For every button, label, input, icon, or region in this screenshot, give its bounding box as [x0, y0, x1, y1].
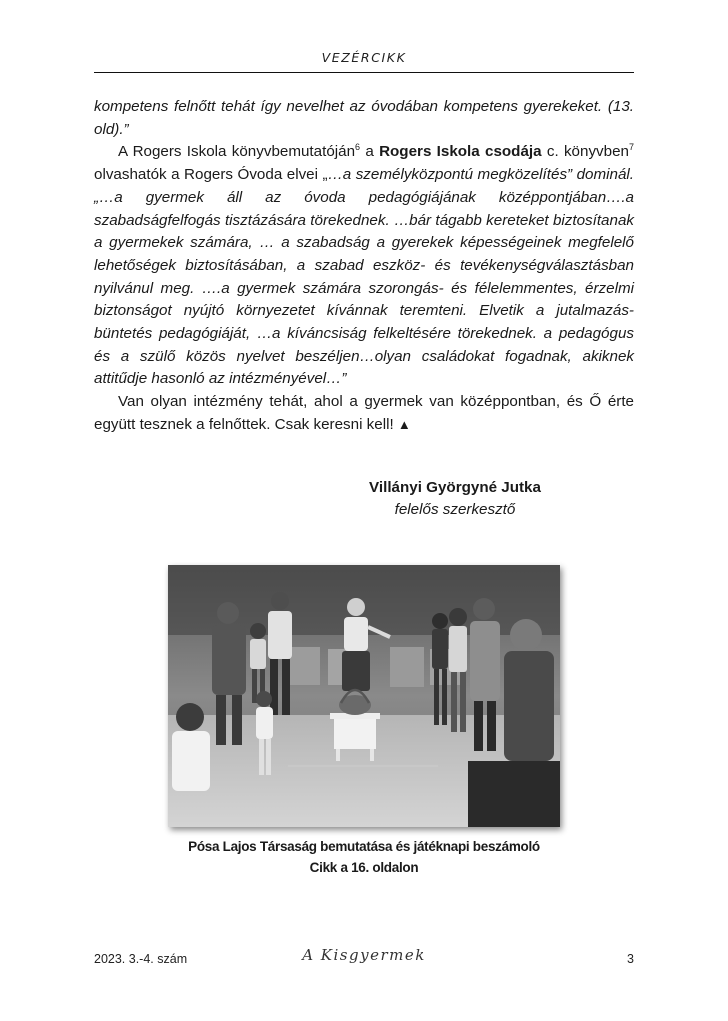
caption-line-2: Cikk a 16. oldalon	[309, 860, 419, 875]
article-body	[94, 96, 634, 437]
paragraph-2-part-d: olvashatók a Rogers Óvoda elvei „	[94, 166, 328, 184]
paragraph-1	[94, 96, 634, 141]
paragraph-2-part-b: a	[360, 143, 380, 161]
book-title: Rogers Iskola csodája	[379, 143, 542, 161]
paragraph-2-part-c: c. könyvben	[541, 143, 629, 161]
author-name: Villányi Györgyné Jutka	[369, 479, 541, 496]
photo-caption	[94, 836, 634, 878]
header-rule	[94, 72, 634, 73]
footer-magazine-title: A Kisgyermek	[302, 946, 426, 964]
end-mark-icon: ▲	[397, 416, 411, 432]
paragraph-2-quote: …a személyközpontú megközelítés” dominál. „…a gyermek áll az óvoda pedagógiájának középpontjában….a szabadságfelfogás tisztázására törekednek. …bár tágabb kereteket biztosítanak a gyermekek számára, … a szabadság a gyerekek képességeinek megfelelő lehetőségek biztosításában, a szabad eszköz- és tevékenységválasztásban nyilvánul meg. ….a gyermek számára szorongás- és félelemmentes, érzelmi biztonságot nyújtó környezetet kívánnak teremteni. Elvetik a jutalmazás-büntetés pedagógiáját, …a kíváncsiság felkeltésére törekednek. a pedagógus és a szülő közös nyelvet beszéljen…olyan családokat fogadnak, akiknek attitűdje hasonló az intézményével…”	[94, 166, 635, 388]
section-title: VEZÉRCIKK	[321, 50, 407, 65]
footer-page-number: 3	[627, 952, 634, 966]
paragraph-3	[94, 391, 634, 436]
signature-block	[340, 477, 570, 521]
paragraph-2	[94, 141, 634, 391]
event-photo	[168, 565, 560, 827]
paragraph-2-part-a: A Rogers Iskola könyvbemutatóján	[118, 143, 356, 161]
author-role: felelős szerkesztő	[394, 501, 516, 518]
event-photo-illustration	[168, 565, 560, 827]
footnote-ref-6: 6	[355, 142, 361, 153]
footnote-ref-7: 7	[628, 142, 634, 153]
paragraph-3-text: Van olyan intézmény tehát, ahol a gyermek van középpontban, és Ő érte együtt tesznek a felnőttek. Csak keresni kell!	[94, 393, 634, 433]
footer-issue: 2023. 3.-4. szám	[94, 952, 188, 966]
paragraph-1-quote: kompetens felnőtt tehát így nevelhet az óvodában kompetens gyerekeket. (13. old).”	[94, 98, 634, 138]
caption-line-1: Pósa Lajos Társaság bemutatása és játéknapi beszámoló	[188, 839, 540, 854]
